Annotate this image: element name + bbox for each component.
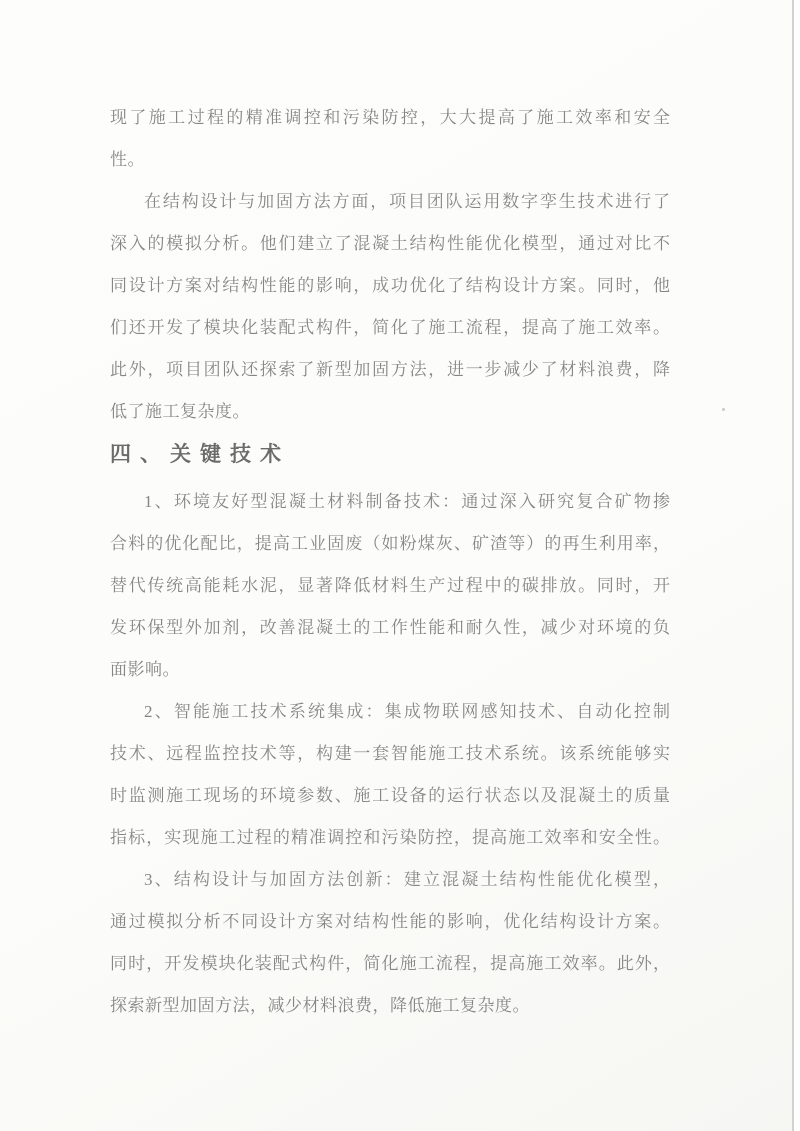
text-line: 现了施工过程的精准调控和污染防控，大大提高了施工效率和安全 (110, 108, 670, 127)
text-line: 探索新型加固方法，减少材料浪费，降低施工复杂度。 (110, 996, 530, 1015)
item-1-eco-friendly-concrete (110, 481, 670, 691)
item-3-structural-innovation (110, 859, 670, 1027)
text-line: 在结构设计与加固方法方面，项目团队运用数字孪生技术进行了 (144, 192, 670, 211)
text-line: 技术、远程监控技术等，构建一套智能施工技术系统。该系统能够实 (110, 744, 670, 763)
text-line: 合料的优化配比，提高工业固废（如粉煤灰、矿渣等）的再生利用率， (110, 534, 670, 553)
section-heading-key-technologies (110, 433, 670, 475)
text-column (110, 97, 670, 1027)
scan-speck (722, 408, 725, 411)
text-line: 2、智能施工技术系统集成：集成物联网感知技术、自动化控制 (144, 702, 670, 721)
text-line: 面影响。 (110, 660, 180, 679)
text-line: 替代传统高能耗水泥，显著降低材料生产过程中的碳排放。同时，开 (110, 576, 670, 595)
scan-edge-highlight (794, 0, 800, 1131)
text-line: 指标，实现施工过程的精准调控和污染防控，提高施工效率和安全性。 (110, 828, 670, 847)
text-line: 性。 (110, 150, 145, 169)
text-line: 同时，开发模块化装配式构件，简化施工流程，提高施工效率。此外， (110, 954, 670, 973)
text-line: 3、结构设计与加固方法创新：建立混凝土结构性能优化模型， (144, 870, 670, 889)
text-line: 低了施工复杂度。 (110, 402, 250, 421)
text-line: 时监测施工现场的环境参数、施工设备的运行状态以及混凝土的质量 (110, 786, 670, 805)
text-line: 1、环境友好型混凝土材料制备技术：通过深入研究复合矿物掺 (144, 492, 670, 511)
text-line: 此外，项目团队还探索了新型加固方法，进一步减少了材料浪费，降 (110, 360, 670, 379)
text-line: 们还开发了模块化装配式构件，简化了施工流程，提高了施工效率。 (110, 318, 670, 337)
text-line: 发环保型外加剂，改善混凝土的工作性能和耐久性，减少对环境的负 (110, 618, 670, 637)
item-2-smart-construction (110, 691, 670, 859)
para-continuation (110, 97, 670, 181)
para-structural-design (110, 181, 670, 433)
heading-text: 四、关键技术 (110, 442, 290, 466)
text-line: 同设计方案对结构性能的影响，成功优化了结构设计方案。同时，他 (110, 276, 670, 295)
text-line: 通过模拟分析不同设计方案对结构性能的影响，优化结构设计方案。 (110, 912, 670, 931)
text-line: 深入的模拟分析。他们建立了混凝土结构性能优化模型，通过对比不 (110, 234, 670, 253)
